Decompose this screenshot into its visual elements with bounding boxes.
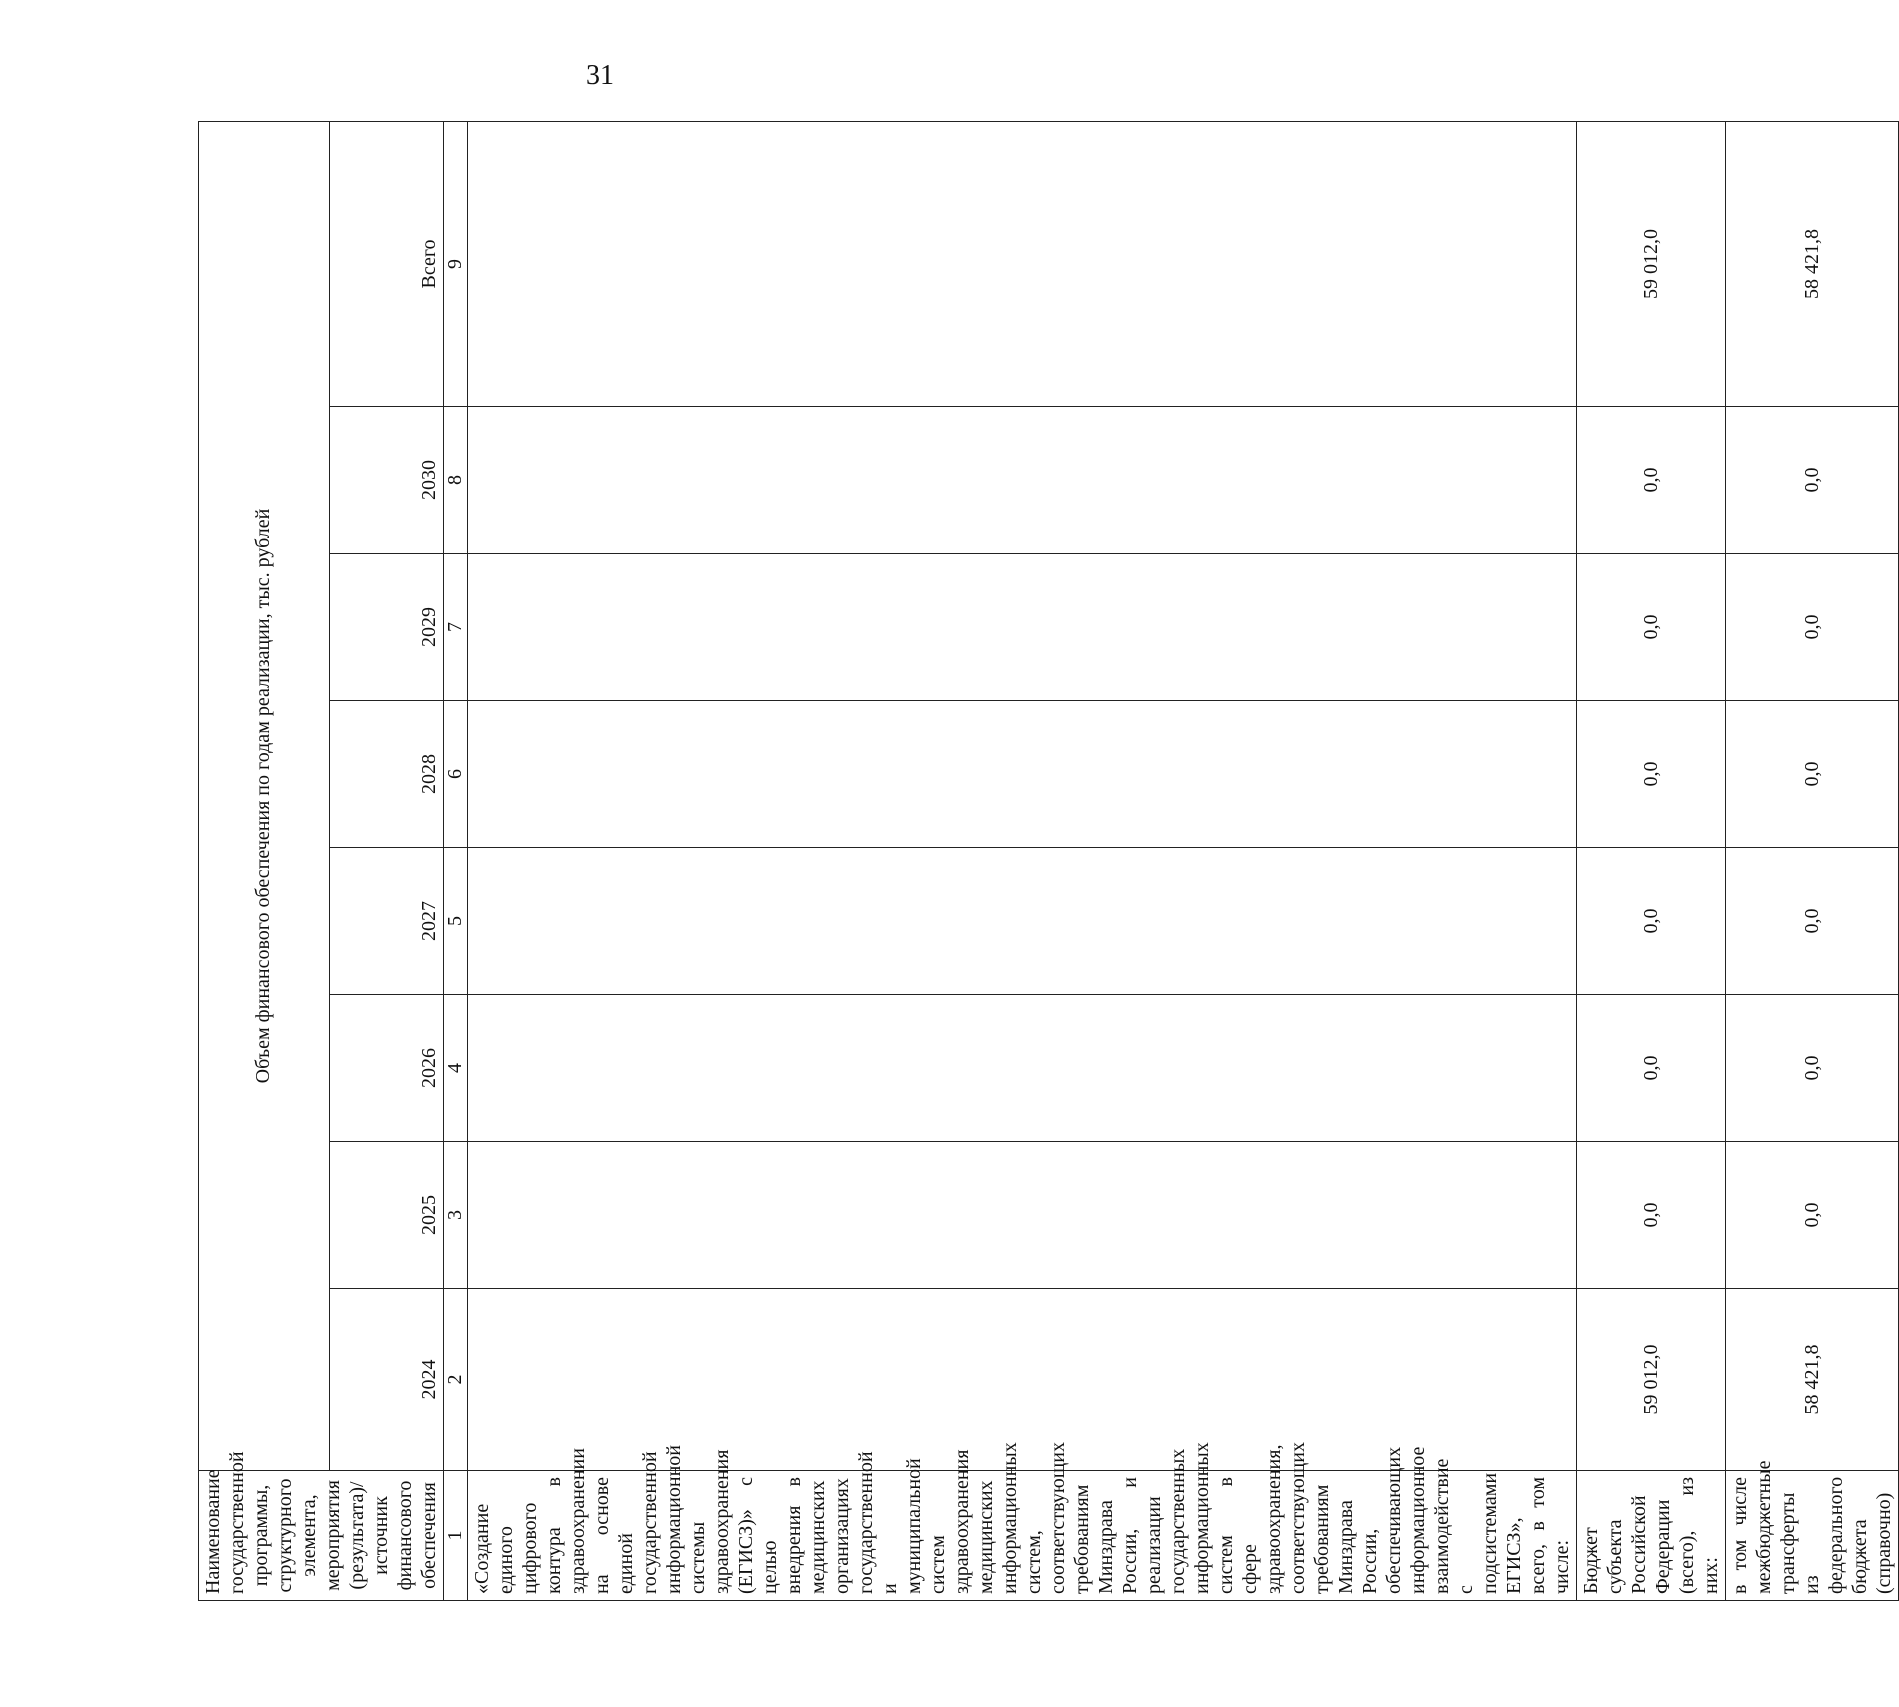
row-value: 0,0 (1726, 1142, 1899, 1289)
row-value (468, 121, 1577, 406)
row-value: 0,0 (1577, 407, 1726, 554)
header-year-2026: 2026 (329, 995, 443, 1142)
table-row (1577, 121, 1726, 1600)
row-value: 0,0 (1726, 995, 1899, 1142)
header-year-2027: 2027 (329, 848, 443, 995)
header-group-title: Объем финансового обеспечения по годам реализации, тыс. рублей (199, 121, 330, 1470)
column-number: 2 (444, 1289, 468, 1471)
row-value: 58 421,8 (1726, 1289, 1899, 1471)
column-number: 7 (444, 554, 468, 701)
row-value: 0,0 (1726, 554, 1899, 701)
header-name-column: Наименование государственной программы, структурного элемента, мероприятия (результата)/источник финансового обеспечения (199, 1471, 444, 1601)
financing-table (198, 121, 1899, 1601)
column-number-row (444, 121, 468, 1600)
header-row-group (199, 121, 330, 1600)
row-value (468, 1289, 1577, 1471)
column-number: 1 (444, 1471, 468, 1601)
row-value: 0,0 (1577, 848, 1726, 995)
row-value: 59 012,0 (1577, 121, 1726, 406)
table-row (468, 121, 1577, 1600)
row-value: 0,0 (1577, 995, 1726, 1142)
row-value: 0,0 (1577, 554, 1726, 701)
row-value: 59 012,0 (1577, 1289, 1726, 1471)
row-value: 0,0 (1726, 701, 1899, 848)
rotated-table-container (198, 122, 1895, 1601)
column-number: 3 (444, 1142, 468, 1289)
row-value (468, 554, 1577, 701)
row-label: в том числе межбюджетные трансферты из федерального бюджета (справочно) (1726, 1471, 1899, 1601)
row-value: 0,0 (1577, 701, 1726, 848)
page-number: 31 (586, 60, 614, 91)
row-value: 0,0 (1577, 1142, 1726, 1289)
header-year-2029: 2029 (329, 554, 443, 701)
header-year-2024: 2024 (329, 1289, 443, 1471)
row-value: 58 421,8 (1726, 121, 1899, 406)
row-value (468, 701, 1577, 848)
table-row (1726, 121, 1899, 1600)
row-label: Бюджет субъекта Российской Федерации (всего), из них: (1577, 1471, 1726, 1601)
row-value (468, 407, 1577, 554)
row-label: «Создание единого цифрового контура в здравоохранении на основе единой государственной информационной системы здравоохранения (ЕГИСЗ)» с целью внедрения в медицинских организациях государственной и муниципальной систем здравоохранения медицинских информационных систем, соответствующих требованиям Минздрава России, и реализации государственных информационных систем в сфере здравоохранения, соответствующих требованиям Минздрава России, обеспечивающих информационное взаимодействие с подсистемами ЕГИСЗ», всего, в том числе: (468, 1471, 1577, 1601)
column-number: 9 (444, 121, 468, 406)
row-value (468, 848, 1577, 995)
column-number: 5 (444, 848, 468, 995)
column-number: 4 (444, 995, 468, 1142)
header-row-years (329, 121, 443, 1600)
row-value: 0,0 (1726, 407, 1899, 554)
header-year-2025: 2025 (329, 1142, 443, 1289)
header-year-2030: 2030 (329, 407, 443, 554)
column-number: 6 (444, 701, 468, 848)
row-value: 0,0 (1726, 848, 1899, 995)
column-number: 8 (444, 407, 468, 554)
row-value (468, 1142, 1577, 1289)
row-value (468, 995, 1577, 1142)
header-year-2028: 2028 (329, 701, 443, 848)
header-total: Всего (329, 121, 443, 406)
